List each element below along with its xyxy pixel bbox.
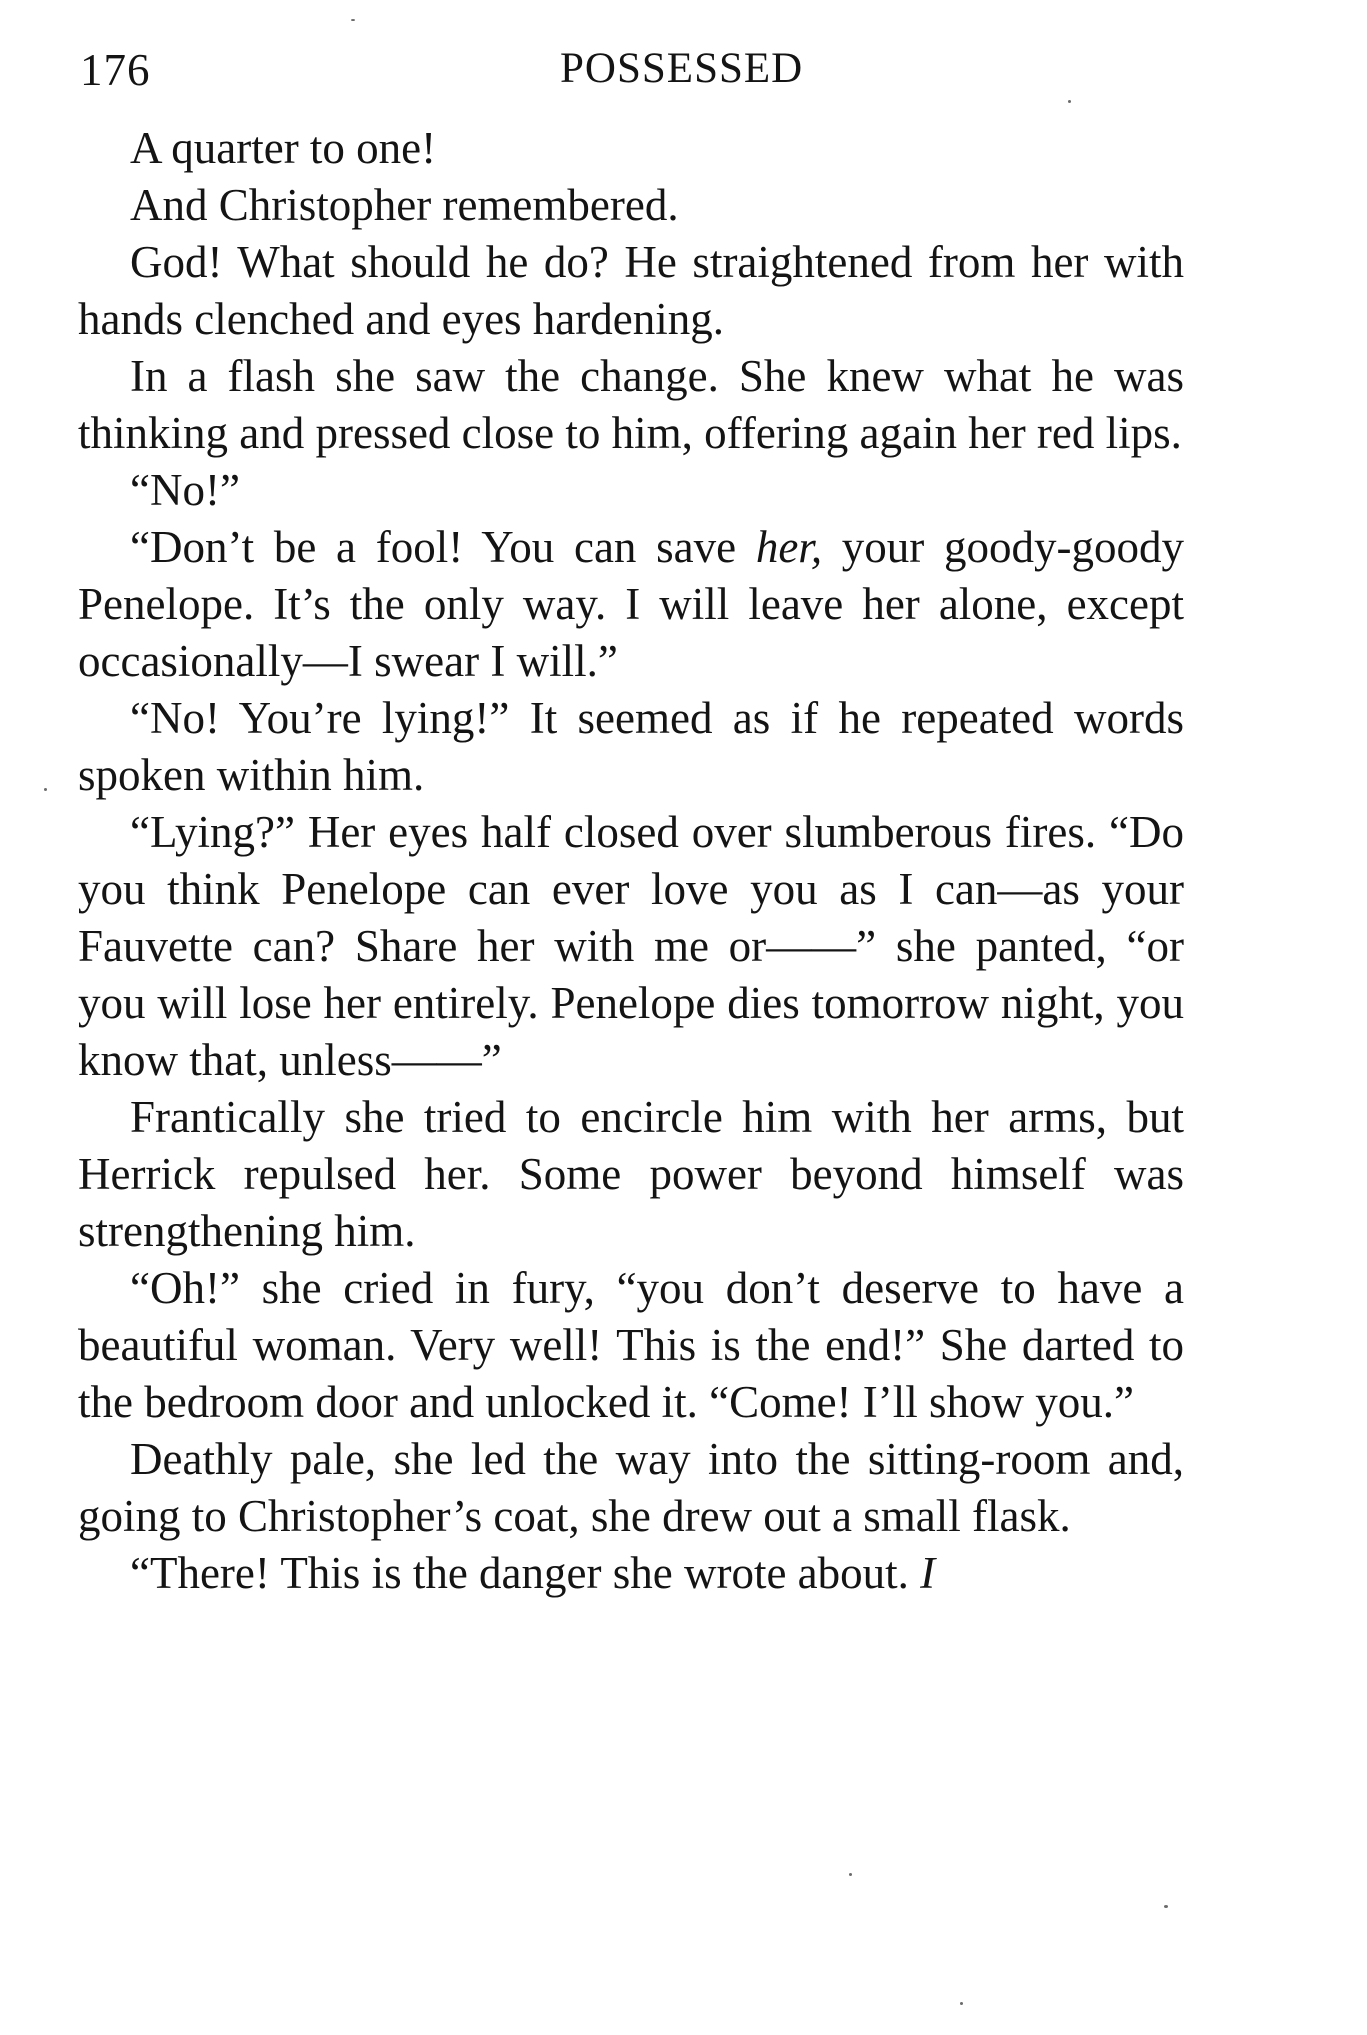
scan-speck: [44, 788, 47, 791]
paragraph: “Oh!” she cried in fury, “you don’t deserve to have a beautiful woman. Very well! This is the end!” She darted to the bedroom door and unlocked it. “Come! I’ll show you.”: [78, 1263, 1184, 1427]
scan-speck: [960, 2002, 963, 2005]
paragraph: Frantically she tried to encircle him with her arms, but Herrick repulsed her. Some power beyond himself was strengthening him.: [78, 1092, 1184, 1256]
scan-speck: [351, 19, 355, 21]
paragraph: In a flash she saw the change. She knew what he was thinking and pressed close to him, offering again her red lips.: [78, 351, 1184, 458]
page-number: 176: [80, 45, 151, 95]
paragraph-text: your goody-goody Penelope. It’s the only way. I will leave her alone, except occasionally—I swear I will.”: [78, 522, 1184, 686]
paragraph: [78, 519, 1184, 690]
running-title: POSSESSED: [560, 45, 804, 92]
paragraph-text: “There! This is the danger she wrote about.: [130, 1548, 921, 1598]
paragraph: And Christopher remembered.: [130, 180, 679, 230]
paragraph: God! What should he do? He straightened from her with hands clenched and eyes hardening.: [78, 237, 1184, 344]
paragraph: [78, 1545, 1184, 1602]
paragraph: “No! You’re lying!” It seemed as if he repeated words spoken within him.: [78, 693, 1184, 800]
body-text: [78, 120, 1184, 1602]
page-header: [72, 36, 1192, 96]
paragraph: A quarter to one!: [130, 123, 437, 173]
paragraph: “Lying?” Her eyes half closed over slumberous fires. “Do you think Penelope can ever love you as I can—as your Fauvette can? Share her with me or——” she panted, “or you will lose her entirely. Penelope dies tomorrow night, you know that, unless——”: [78, 807, 1184, 1085]
scan-speck: [1068, 100, 1071, 103]
paragraph-text: “Don’t be a fool! You can save: [130, 522, 756, 572]
italic-emphasis: I: [920, 1548, 936, 1598]
paragraph: Deathly pale, she led the way into the sitting-room and, going to Christopher’s coat, she drew out a small flask.: [78, 1434, 1184, 1541]
paragraph: “No!”: [130, 465, 240, 515]
scan-speck: [1164, 1905, 1168, 1908]
italic-emphasis: her,: [755, 522, 823, 572]
scan-speck: [849, 1873, 852, 1876]
